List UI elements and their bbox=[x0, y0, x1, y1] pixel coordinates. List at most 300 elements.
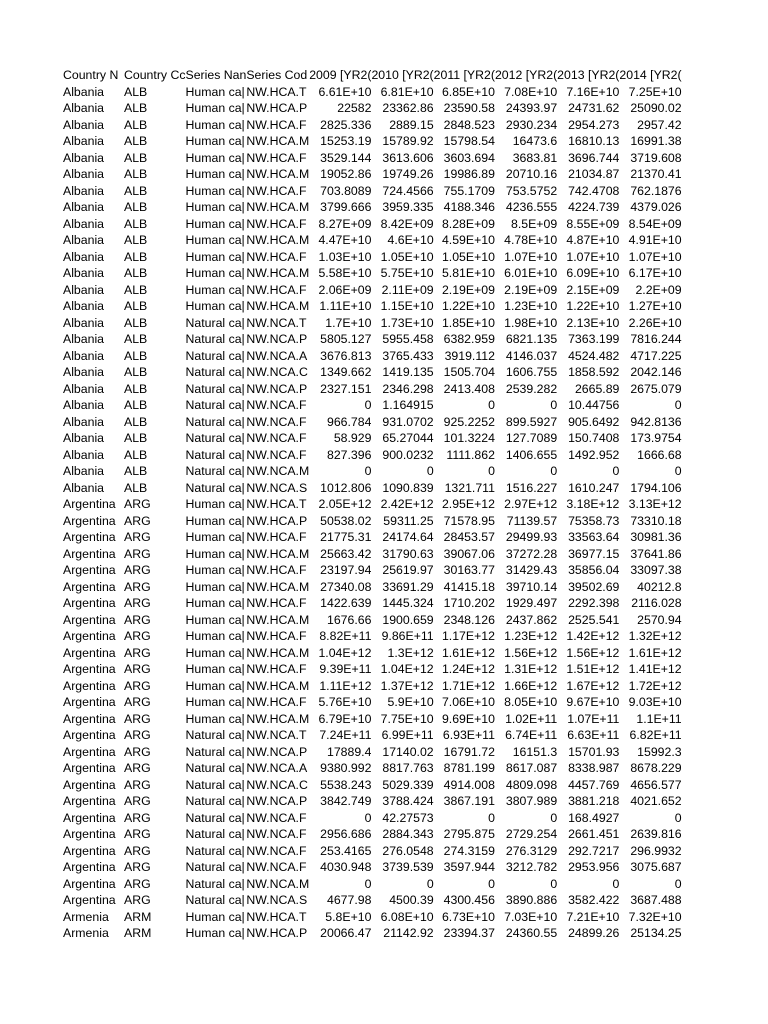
table-cell[interactable]: 24899.26 bbox=[568, 926, 620, 940]
table-cell[interactable]: 28453.57 bbox=[443, 530, 495, 544]
table-cell[interactable]: 4809.098 bbox=[505, 777, 558, 792]
table-cell[interactable]: 7.32E+10 bbox=[628, 909, 682, 924]
table-cell[interactable]: 4300.456 bbox=[443, 893, 495, 907]
table-cell[interactable]: Albania bbox=[63, 447, 105, 462]
table-cell[interactable]: 15798.54 bbox=[443, 134, 495, 148]
table-cell[interactable]: NW.NCA.S bbox=[246, 893, 308, 907]
table-cell[interactable]: 1666.68 bbox=[637, 447, 682, 462]
table-cell[interactable]: 3788.424 bbox=[382, 794, 434, 808]
table-cell[interactable]: Natural ca| bbox=[185, 744, 245, 759]
table-cell[interactable]: 2729.254 bbox=[505, 827, 558, 841]
table-cell[interactable]: 20710.16 bbox=[505, 167, 558, 181]
table-cell[interactable]: 1.3E+12 bbox=[387, 645, 434, 660]
table-cell[interactable]: 276.3129 bbox=[505, 843, 558, 858]
table-cell[interactable]: Argentina bbox=[63, 728, 116, 742]
table-cell[interactable]: NW.HCA.F bbox=[246, 117, 307, 132]
table-cell[interactable]: 4717.225 bbox=[630, 348, 682, 363]
table-cell[interactable]: Albania bbox=[63, 150, 105, 165]
table-cell[interactable]: 2.19E+09 bbox=[504, 282, 558, 297]
table-cell[interactable]: 1.07E+10 bbox=[566, 249, 620, 264]
table-cell[interactable]: 17140.02 bbox=[382, 744, 434, 759]
table-cell[interactable]: 3613.606 bbox=[382, 150, 434, 165]
table-cell[interactable]: 0 bbox=[488, 810, 495, 825]
table-cell[interactable]: 3867.191 bbox=[443, 794, 495, 808]
table-cell[interactable]: Human ca| bbox=[185, 596, 245, 610]
table-cell[interactable]: Albania bbox=[63, 480, 105, 495]
table-cell[interactable]: 150.7408 bbox=[568, 431, 620, 445]
table-cell[interactable]: 19052.86 bbox=[320, 167, 372, 181]
table-cell[interactable]: 1.04E+12 bbox=[380, 662, 434, 676]
table-cell[interactable]: 1406.655 bbox=[505, 447, 558, 462]
table-cell[interactable]: 2327.151 bbox=[320, 381, 372, 396]
table-cell[interactable]: 3919.112 bbox=[444, 348, 495, 363]
table-cell[interactable]: 8.55E+09 bbox=[566, 216, 620, 231]
table-cell[interactable]: Natural ca| bbox=[185, 794, 245, 808]
table-cell[interactable]: 7.75E+10 bbox=[380, 711, 434, 726]
table-cell[interactable]: ARG bbox=[124, 596, 151, 610]
table-cell[interactable]: 23197.94 bbox=[320, 563, 372, 577]
table-cell[interactable]: Albania bbox=[63, 134, 105, 148]
table-cell[interactable]: Argentina bbox=[63, 695, 116, 709]
table-cell[interactable]: 1610.247 bbox=[568, 480, 620, 495]
table-cell[interactable]: 8.27E+09 bbox=[318, 216, 372, 231]
table-cell[interactable]: 7.08E+10 bbox=[504, 84, 558, 99]
table-cell[interactable]: Argentina bbox=[63, 596, 116, 610]
table-cell[interactable]: 9380.992 bbox=[320, 761, 372, 775]
table-cell[interactable]: 1.164915 bbox=[382, 398, 434, 412]
table-cell[interactable]: 1676.66 bbox=[326, 612, 372, 627]
table-cell[interactable]: NW.NCA.C bbox=[246, 365, 308, 379]
table-cell[interactable]: 6.01E+10 bbox=[504, 266, 558, 280]
table-cell[interactable]: Human ca| bbox=[185, 299, 245, 313]
table-cell[interactable]: Human ca| bbox=[185, 266, 245, 280]
table-cell[interactable]: 2.15E+09 bbox=[566, 282, 620, 297]
table-cell[interactable]: 5.8E+10 bbox=[325, 909, 372, 924]
table-cell[interactable]: 4677.98 bbox=[326, 893, 372, 907]
table-cell[interactable]: 0 bbox=[488, 398, 495, 412]
table-cell[interactable]: 1.07E+10 bbox=[628, 249, 682, 264]
table-cell[interactable]: 16473.6 bbox=[512, 134, 558, 148]
table-cell[interactable]: ARG bbox=[124, 744, 151, 759]
header-cell[interactable]: 2011 [YR2( bbox=[433, 68, 495, 82]
table-cell[interactable]: Human ca| bbox=[185, 926, 245, 940]
table-cell[interactable]: 4188.346 bbox=[443, 200, 495, 214]
table-cell[interactable]: NW.HCA.F bbox=[246, 596, 307, 610]
table-cell[interactable]: NW.HCA.T bbox=[246, 84, 307, 99]
table-cell[interactable]: 2930.234 bbox=[505, 117, 558, 132]
table-cell[interactable]: 1505.704 bbox=[443, 365, 495, 379]
table-cell[interactable]: 19986.89 bbox=[443, 167, 495, 181]
table-cell[interactable]: 1.31E+12 bbox=[504, 662, 558, 676]
table-cell[interactable]: 2956.686 bbox=[320, 827, 372, 841]
table-cell[interactable]: NW.HCA.M bbox=[246, 711, 310, 726]
table-cell[interactable]: 101.3224 bbox=[443, 431, 495, 445]
table-cell[interactable]: 59311.25 bbox=[383, 513, 434, 528]
table-cell[interactable]: 30981.36 bbox=[630, 530, 682, 544]
table-cell[interactable]: 16991.38 bbox=[630, 134, 682, 148]
table-cell[interactable]: 40212.8 bbox=[637, 579, 682, 594]
table-cell[interactable]: ARG bbox=[124, 695, 151, 709]
table-cell[interactable]: ARG bbox=[124, 612, 151, 627]
table-cell[interactable]: Human ca| bbox=[185, 101, 245, 115]
table-cell[interactable]: ARG bbox=[124, 579, 151, 594]
table-cell[interactable]: 2348.126 bbox=[443, 612, 495, 627]
table-cell[interactable]: 4.59E+10 bbox=[441, 233, 495, 247]
table-cell[interactable]: 2.11E+09 bbox=[381, 282, 434, 297]
header-cell[interactable]: 2014 [YR2( bbox=[619, 68, 682, 82]
header-cell[interactable]: 2009 [YR2( bbox=[309, 68, 372, 82]
table-cell[interactable]: 3719.608 bbox=[630, 150, 682, 165]
table-cell[interactable]: NW.HCA.M bbox=[246, 167, 310, 181]
table-cell[interactable]: Human ca| bbox=[185, 662, 245, 676]
table-cell[interactable]: 8338.987 bbox=[568, 761, 620, 775]
table-cell[interactable]: 21034.87 bbox=[568, 167, 620, 181]
table-cell[interactable]: 8.28E+09 bbox=[441, 216, 495, 231]
table-cell[interactable]: 6.61E+10 bbox=[318, 84, 372, 99]
table-cell[interactable]: 39710.14 bbox=[505, 579, 558, 594]
table-cell[interactable]: NW.NCA.M bbox=[246, 876, 310, 891]
table-cell[interactable]: 65.27044 bbox=[382, 431, 434, 445]
table-cell[interactable]: 2570.94 bbox=[637, 612, 682, 627]
table-cell[interactable]: NW.HCA.F bbox=[246, 662, 307, 676]
table-cell[interactable]: Human ca| bbox=[185, 216, 245, 231]
table-cell[interactable]: 1710.202 bbox=[443, 596, 495, 610]
table-cell[interactable]: 75358.73 bbox=[568, 513, 620, 528]
table-cell[interactable]: 1.32E+12 bbox=[628, 629, 682, 643]
table-cell[interactable]: Human ca| bbox=[185, 629, 245, 643]
table-cell[interactable]: Albania bbox=[63, 431, 105, 445]
table-cell[interactable]: 3529.144 bbox=[320, 150, 372, 165]
table-cell[interactable]: 2.05E+12 bbox=[318, 497, 372, 511]
table-cell[interactable]: 3683.81 bbox=[512, 150, 558, 165]
table-cell[interactable]: Albania bbox=[63, 365, 105, 379]
table-cell[interactable]: Argentina bbox=[63, 810, 116, 825]
table-cell[interactable]: NW.NCA.F bbox=[246, 843, 307, 858]
table-cell[interactable]: Natural ca| bbox=[185, 332, 245, 346]
table-cell[interactable]: 2292.398 bbox=[568, 596, 620, 610]
table-cell[interactable]: 8817.763 bbox=[382, 761, 434, 775]
table-cell[interactable]: 762.1876 bbox=[630, 183, 682, 198]
table-cell[interactable]: 3807.989 bbox=[505, 794, 558, 808]
table-cell[interactable]: NW.NCA.F bbox=[246, 414, 307, 429]
table-cell[interactable]: 15789.92 bbox=[382, 134, 434, 148]
table-cell[interactable]: 6.73E+10 bbox=[441, 909, 495, 924]
table-cell[interactable]: NW.NCA.T bbox=[246, 315, 307, 330]
table-cell[interactable]: Albania bbox=[63, 216, 105, 231]
table-cell[interactable]: ALB bbox=[124, 381, 148, 396]
table-cell[interactable]: Argentina bbox=[63, 530, 116, 544]
table-cell[interactable]: 3765.433 bbox=[382, 348, 434, 363]
table-cell[interactable]: 276.0548 bbox=[382, 843, 434, 858]
table-cell[interactable]: Albania bbox=[63, 183, 105, 198]
table-cell[interactable]: 24174.64 bbox=[382, 530, 434, 544]
table-cell[interactable]: 9.39E+11 bbox=[319, 662, 372, 676]
table-cell[interactable]: ARG bbox=[124, 662, 151, 676]
table-cell[interactable]: ARG bbox=[124, 827, 151, 841]
table-cell[interactable]: NW.HCA.F bbox=[246, 216, 307, 231]
table-cell[interactable]: Argentina bbox=[63, 860, 116, 874]
table-cell[interactable]: Albania bbox=[63, 117, 105, 132]
table-cell[interactable]: NW.HCA.F bbox=[246, 150, 307, 165]
table-cell[interactable]: 1.61E+12 bbox=[628, 645, 682, 660]
table-cell[interactable]: 2.95E+12 bbox=[441, 497, 495, 511]
table-cell[interactable]: NW.HCA.F bbox=[246, 563, 307, 577]
header-cell[interactable]: 2013 [YR2( bbox=[557, 68, 620, 82]
table-cell[interactable]: Natural ca| bbox=[185, 876, 245, 891]
table-cell[interactable]: ARG bbox=[124, 893, 151, 907]
table-cell[interactable]: 1.51E+12 bbox=[566, 662, 620, 676]
table-cell[interactable]: NW.NCA.T bbox=[246, 728, 307, 742]
table-cell[interactable]: 71578.95 bbox=[443, 513, 495, 528]
table-cell[interactable]: ALB bbox=[124, 84, 148, 99]
table-cell[interactable]: 5.9E+10 bbox=[387, 695, 434, 709]
table-cell[interactable]: 30163.77 bbox=[443, 563, 495, 577]
table-cell[interactable]: 2.97E+12 bbox=[504, 497, 558, 511]
header-cell[interactable]: 2012 [YR2( bbox=[494, 68, 558, 82]
table-cell[interactable]: 7.24E+11 bbox=[319, 728, 372, 742]
table-cell[interactable]: Albania bbox=[63, 381, 105, 396]
table-cell[interactable]: 7.03E+10 bbox=[504, 909, 558, 924]
table-cell[interactable]: 22582 bbox=[337, 101, 372, 115]
table-cell[interactable]: 1.71E+12 bbox=[441, 678, 495, 693]
table-cell[interactable]: 39502.69 bbox=[568, 579, 620, 594]
table-cell[interactable]: Human ca| bbox=[185, 282, 245, 297]
table-cell[interactable]: 2.42E+12 bbox=[380, 497, 434, 511]
table-cell[interactable]: Natural ca| bbox=[185, 860, 245, 874]
table-cell[interactable]: 4914.008 bbox=[443, 777, 495, 792]
table-cell[interactable]: 29499.93 bbox=[505, 530, 558, 544]
table-cell[interactable]: Argentina bbox=[63, 612, 116, 627]
table-cell[interactable]: 9.86E+11 bbox=[381, 629, 434, 643]
table-cell[interactable]: 21142.92 bbox=[383, 926, 434, 940]
table-cell[interactable]: ALB bbox=[124, 233, 148, 247]
table-cell[interactable]: 1900.659 bbox=[382, 612, 434, 627]
table-cell[interactable]: 31790.63 bbox=[382, 546, 434, 561]
table-cell[interactable]: 1.37E+12 bbox=[380, 678, 434, 693]
table-cell[interactable]: Argentina bbox=[63, 645, 116, 660]
table-cell[interactable]: Argentina bbox=[63, 711, 116, 726]
table-cell[interactable]: 9.03E+10 bbox=[628, 695, 682, 709]
table-cell[interactable]: 1.22E+10 bbox=[441, 299, 495, 313]
table-cell[interactable]: ARG bbox=[124, 876, 151, 891]
table-cell[interactable]: Argentina bbox=[63, 761, 116, 775]
table-cell[interactable]: Natural ca| bbox=[185, 365, 245, 379]
table-cell[interactable]: 7.06E+10 bbox=[441, 695, 495, 709]
table-cell[interactable]: Human ca| bbox=[185, 249, 245, 264]
table-cell[interactable]: 753.5752 bbox=[505, 183, 558, 198]
table-cell[interactable]: 1492.952 bbox=[568, 447, 620, 462]
table-cell[interactable]: 71139.57 bbox=[506, 513, 558, 528]
table-cell[interactable]: 16151.3 bbox=[512, 744, 558, 759]
table-cell[interactable]: 3739.539 bbox=[382, 860, 434, 874]
table-cell[interactable]: 2.06E+09 bbox=[318, 282, 372, 297]
table-cell[interactable]: 27340.08 bbox=[320, 579, 372, 594]
table-cell[interactable]: 5.75E+10 bbox=[380, 266, 434, 280]
table-cell[interactable]: Natural ca| bbox=[185, 447, 245, 462]
table-cell[interactable]: 1090.839 bbox=[382, 480, 434, 495]
table-cell[interactable]: NW.NCA.F bbox=[246, 447, 307, 462]
table-cell[interactable]: 7.21E+10 bbox=[566, 909, 620, 924]
table-cell[interactable]: ALB bbox=[124, 134, 148, 148]
table-cell[interactable]: NW.HCA.M bbox=[246, 645, 310, 660]
table-cell[interactable]: 6.74E+11 bbox=[505, 728, 558, 742]
table-cell[interactable]: Human ca| bbox=[185, 167, 245, 181]
table-cell[interactable]: 899.5927 bbox=[505, 414, 558, 429]
table-cell[interactable]: 1445.324 bbox=[382, 596, 434, 610]
table-cell[interactable]: Human ca| bbox=[185, 84, 245, 99]
table-cell[interactable]: ARG bbox=[124, 810, 151, 825]
table-cell[interactable]: Albania bbox=[63, 101, 105, 115]
table-cell[interactable]: ALB bbox=[124, 315, 148, 330]
table-cell[interactable]: 20066.47 bbox=[320, 926, 372, 940]
table-cell[interactable]: ALB bbox=[124, 332, 148, 346]
table-cell[interactable]: 1.85E+10 bbox=[441, 315, 495, 330]
table-cell[interactable]: ALB bbox=[124, 150, 148, 165]
table-cell[interactable]: ARM bbox=[124, 909, 152, 924]
table-cell[interactable]: NW.NCA.C bbox=[246, 777, 308, 792]
table-cell[interactable]: 4.87E+10 bbox=[566, 233, 620, 247]
table-cell[interactable]: 1.56E+12 bbox=[566, 645, 620, 660]
table-cell[interactable]: Albania bbox=[63, 233, 105, 247]
table-cell[interactable]: 6.63E+11 bbox=[567, 728, 620, 742]
table-cell[interactable]: 35856.04 bbox=[568, 563, 620, 577]
table-cell[interactable]: 2825.336 bbox=[320, 117, 372, 132]
table-cell[interactable]: Human ca| bbox=[185, 530, 245, 544]
table-cell[interactable]: 4.91E+10 bbox=[628, 233, 682, 247]
table-cell[interactable]: 42.27573 bbox=[382, 810, 434, 825]
table-cell[interactable]: 925.2252 bbox=[443, 414, 495, 429]
table-cell[interactable]: ARG bbox=[124, 563, 151, 577]
table-cell[interactable]: 3687.488 bbox=[630, 893, 682, 907]
table-cell[interactable]: 1.11E+10 bbox=[319, 299, 372, 313]
table-cell[interactable]: 6.93E+11 bbox=[442, 728, 495, 742]
table-cell[interactable]: Argentina bbox=[63, 794, 116, 808]
table-cell[interactable]: 16791.72 bbox=[443, 744, 495, 759]
table-cell[interactable]: Argentina bbox=[63, 563, 116, 577]
table-cell[interactable]: Natural ca| bbox=[185, 728, 245, 742]
table-cell[interactable]: 1.61E+12 bbox=[441, 645, 495, 660]
table-cell[interactable]: 6.09E+10 bbox=[566, 266, 620, 280]
table-cell[interactable]: 5538.243 bbox=[320, 777, 372, 792]
table-cell[interactable]: 1516.227 bbox=[505, 480, 558, 495]
table-cell[interactable]: 2953.956 bbox=[568, 860, 620, 874]
table-cell[interactable]: 4524.482 bbox=[568, 348, 620, 363]
table-cell[interactable]: 1606.755 bbox=[505, 365, 558, 379]
table-cell[interactable]: ALB bbox=[124, 101, 148, 115]
table-cell[interactable]: Human ca| bbox=[185, 695, 245, 709]
table-cell[interactable]: 2.13E+10 bbox=[566, 315, 620, 330]
table-cell[interactable]: 8.05E+10 bbox=[504, 695, 558, 709]
table-cell[interactable]: 4236.555 bbox=[505, 200, 558, 214]
table-cell[interactable]: 905.6492 bbox=[568, 414, 620, 429]
table-cell[interactable]: ALB bbox=[124, 117, 148, 132]
table-cell[interactable]: 1.56E+12 bbox=[504, 645, 558, 660]
table-cell[interactable]: ALB bbox=[124, 167, 148, 181]
table-cell[interactable]: 2665.89 bbox=[574, 381, 620, 396]
table-cell[interactable]: 1.41E+12 bbox=[628, 662, 682, 676]
table-cell[interactable]: Human ca| bbox=[185, 563, 245, 577]
table-cell[interactable]: 2889.15 bbox=[389, 117, 434, 132]
table-cell[interactable]: 1.73E+10 bbox=[380, 315, 434, 330]
table-cell[interactable]: 7363.199 bbox=[568, 332, 620, 346]
table-cell[interactable]: Argentina bbox=[63, 893, 116, 907]
table-cell[interactable]: Human ca| bbox=[185, 200, 245, 214]
table-cell[interactable]: Natural ca| bbox=[185, 893, 245, 907]
table-cell[interactable]: 4021.652 bbox=[630, 794, 682, 808]
table-cell[interactable]: Argentina bbox=[63, 744, 116, 759]
table-cell[interactable]: Argentina bbox=[63, 629, 116, 643]
table-cell[interactable]: Natural ca| bbox=[185, 431, 245, 445]
table-cell[interactable]: 1858.592 bbox=[568, 365, 620, 379]
table-cell[interactable]: 1.05E+10 bbox=[441, 249, 495, 264]
table-cell[interactable]: 1.42E+12 bbox=[566, 629, 620, 643]
table-cell[interactable]: NW.NCA.F bbox=[246, 810, 307, 825]
table-cell[interactable]: ARG bbox=[124, 794, 151, 808]
table-cell[interactable]: 3.18E+12 bbox=[566, 497, 620, 511]
table-cell[interactable]: 3890.886 bbox=[505, 893, 558, 907]
table-cell[interactable]: Albania bbox=[63, 266, 105, 280]
table-cell[interactable]: 1.17E+12 bbox=[441, 629, 495, 643]
header-cell[interactable]: Series Cod bbox=[246, 68, 308, 82]
table-cell[interactable]: 3582.422 bbox=[568, 893, 620, 907]
table-cell[interactable]: 1.15E+10 bbox=[380, 299, 434, 313]
table-cell[interactable]: NW.HCA.M bbox=[246, 299, 310, 313]
table-cell[interactable]: 8.82E+11 bbox=[319, 629, 372, 643]
table-cell[interactable]: 755.1709 bbox=[443, 183, 495, 198]
table-cell[interactable]: NW.HCA.M bbox=[246, 546, 310, 561]
table-cell[interactable]: 24731.62 bbox=[568, 101, 620, 115]
table-cell[interactable]: 8.5E+09 bbox=[511, 216, 558, 231]
table-cell[interactable]: NW.HCA.T bbox=[246, 497, 307, 511]
table-cell[interactable]: 1.07E+10 bbox=[504, 249, 558, 264]
table-cell[interactable]: 966.784 bbox=[326, 414, 372, 429]
table-cell[interactable]: 19749.26 bbox=[382, 167, 434, 181]
header-cell[interactable]: Series Nan bbox=[185, 68, 247, 82]
table-cell[interactable]: 168.4927 bbox=[568, 810, 620, 825]
table-cell[interactable]: 0 bbox=[550, 810, 558, 825]
table-cell[interactable]: 7816.244 bbox=[630, 332, 682, 346]
table-cell[interactable]: NW.HCA.F bbox=[246, 282, 307, 297]
table-cell[interactable]: 173.9754 bbox=[630, 431, 682, 445]
table-cell[interactable]: ALB bbox=[124, 398, 148, 412]
table-cell[interactable]: 1349.662 bbox=[320, 365, 372, 379]
table-cell[interactable]: 2437.862 bbox=[505, 612, 558, 627]
table-cell[interactable]: 127.7089 bbox=[505, 431, 558, 445]
table-cell[interactable]: 0 bbox=[612, 464, 620, 478]
table-cell[interactable]: 4.78E+10 bbox=[504, 233, 558, 247]
table-cell[interactable]: 3603.694 bbox=[443, 150, 495, 165]
table-cell[interactable]: 0 bbox=[612, 876, 620, 891]
table-cell[interactable]: Argentina bbox=[63, 843, 116, 858]
table-cell[interactable]: ALB bbox=[124, 183, 148, 198]
table-cell[interactable]: 2.2E+09 bbox=[635, 282, 682, 297]
table-cell[interactable]: ALB bbox=[124, 216, 148, 231]
table-cell[interactable]: Albania bbox=[63, 249, 105, 264]
table-cell[interactable]: 2795.875 bbox=[443, 827, 495, 841]
table-cell[interactable]: 2884.343 bbox=[382, 827, 434, 841]
table-cell[interactable]: Argentina bbox=[63, 497, 116, 511]
table-cell[interactable]: Albania bbox=[63, 167, 105, 181]
table-cell[interactable]: Natural ca| bbox=[185, 464, 245, 478]
table-cell[interactable]: Albania bbox=[63, 282, 105, 297]
table-cell[interactable]: 1929.497 bbox=[505, 596, 558, 610]
table-cell[interactable]: NW.NCA.S bbox=[246, 480, 308, 495]
table-cell[interactable]: 2525.541 bbox=[568, 612, 620, 627]
table-cell[interactable]: ALB bbox=[124, 249, 148, 264]
table-cell[interactable]: 36977.15 bbox=[568, 546, 620, 561]
table-cell[interactable]: 900.0232 bbox=[382, 447, 434, 462]
table-cell[interactable]: Albania bbox=[63, 348, 105, 363]
